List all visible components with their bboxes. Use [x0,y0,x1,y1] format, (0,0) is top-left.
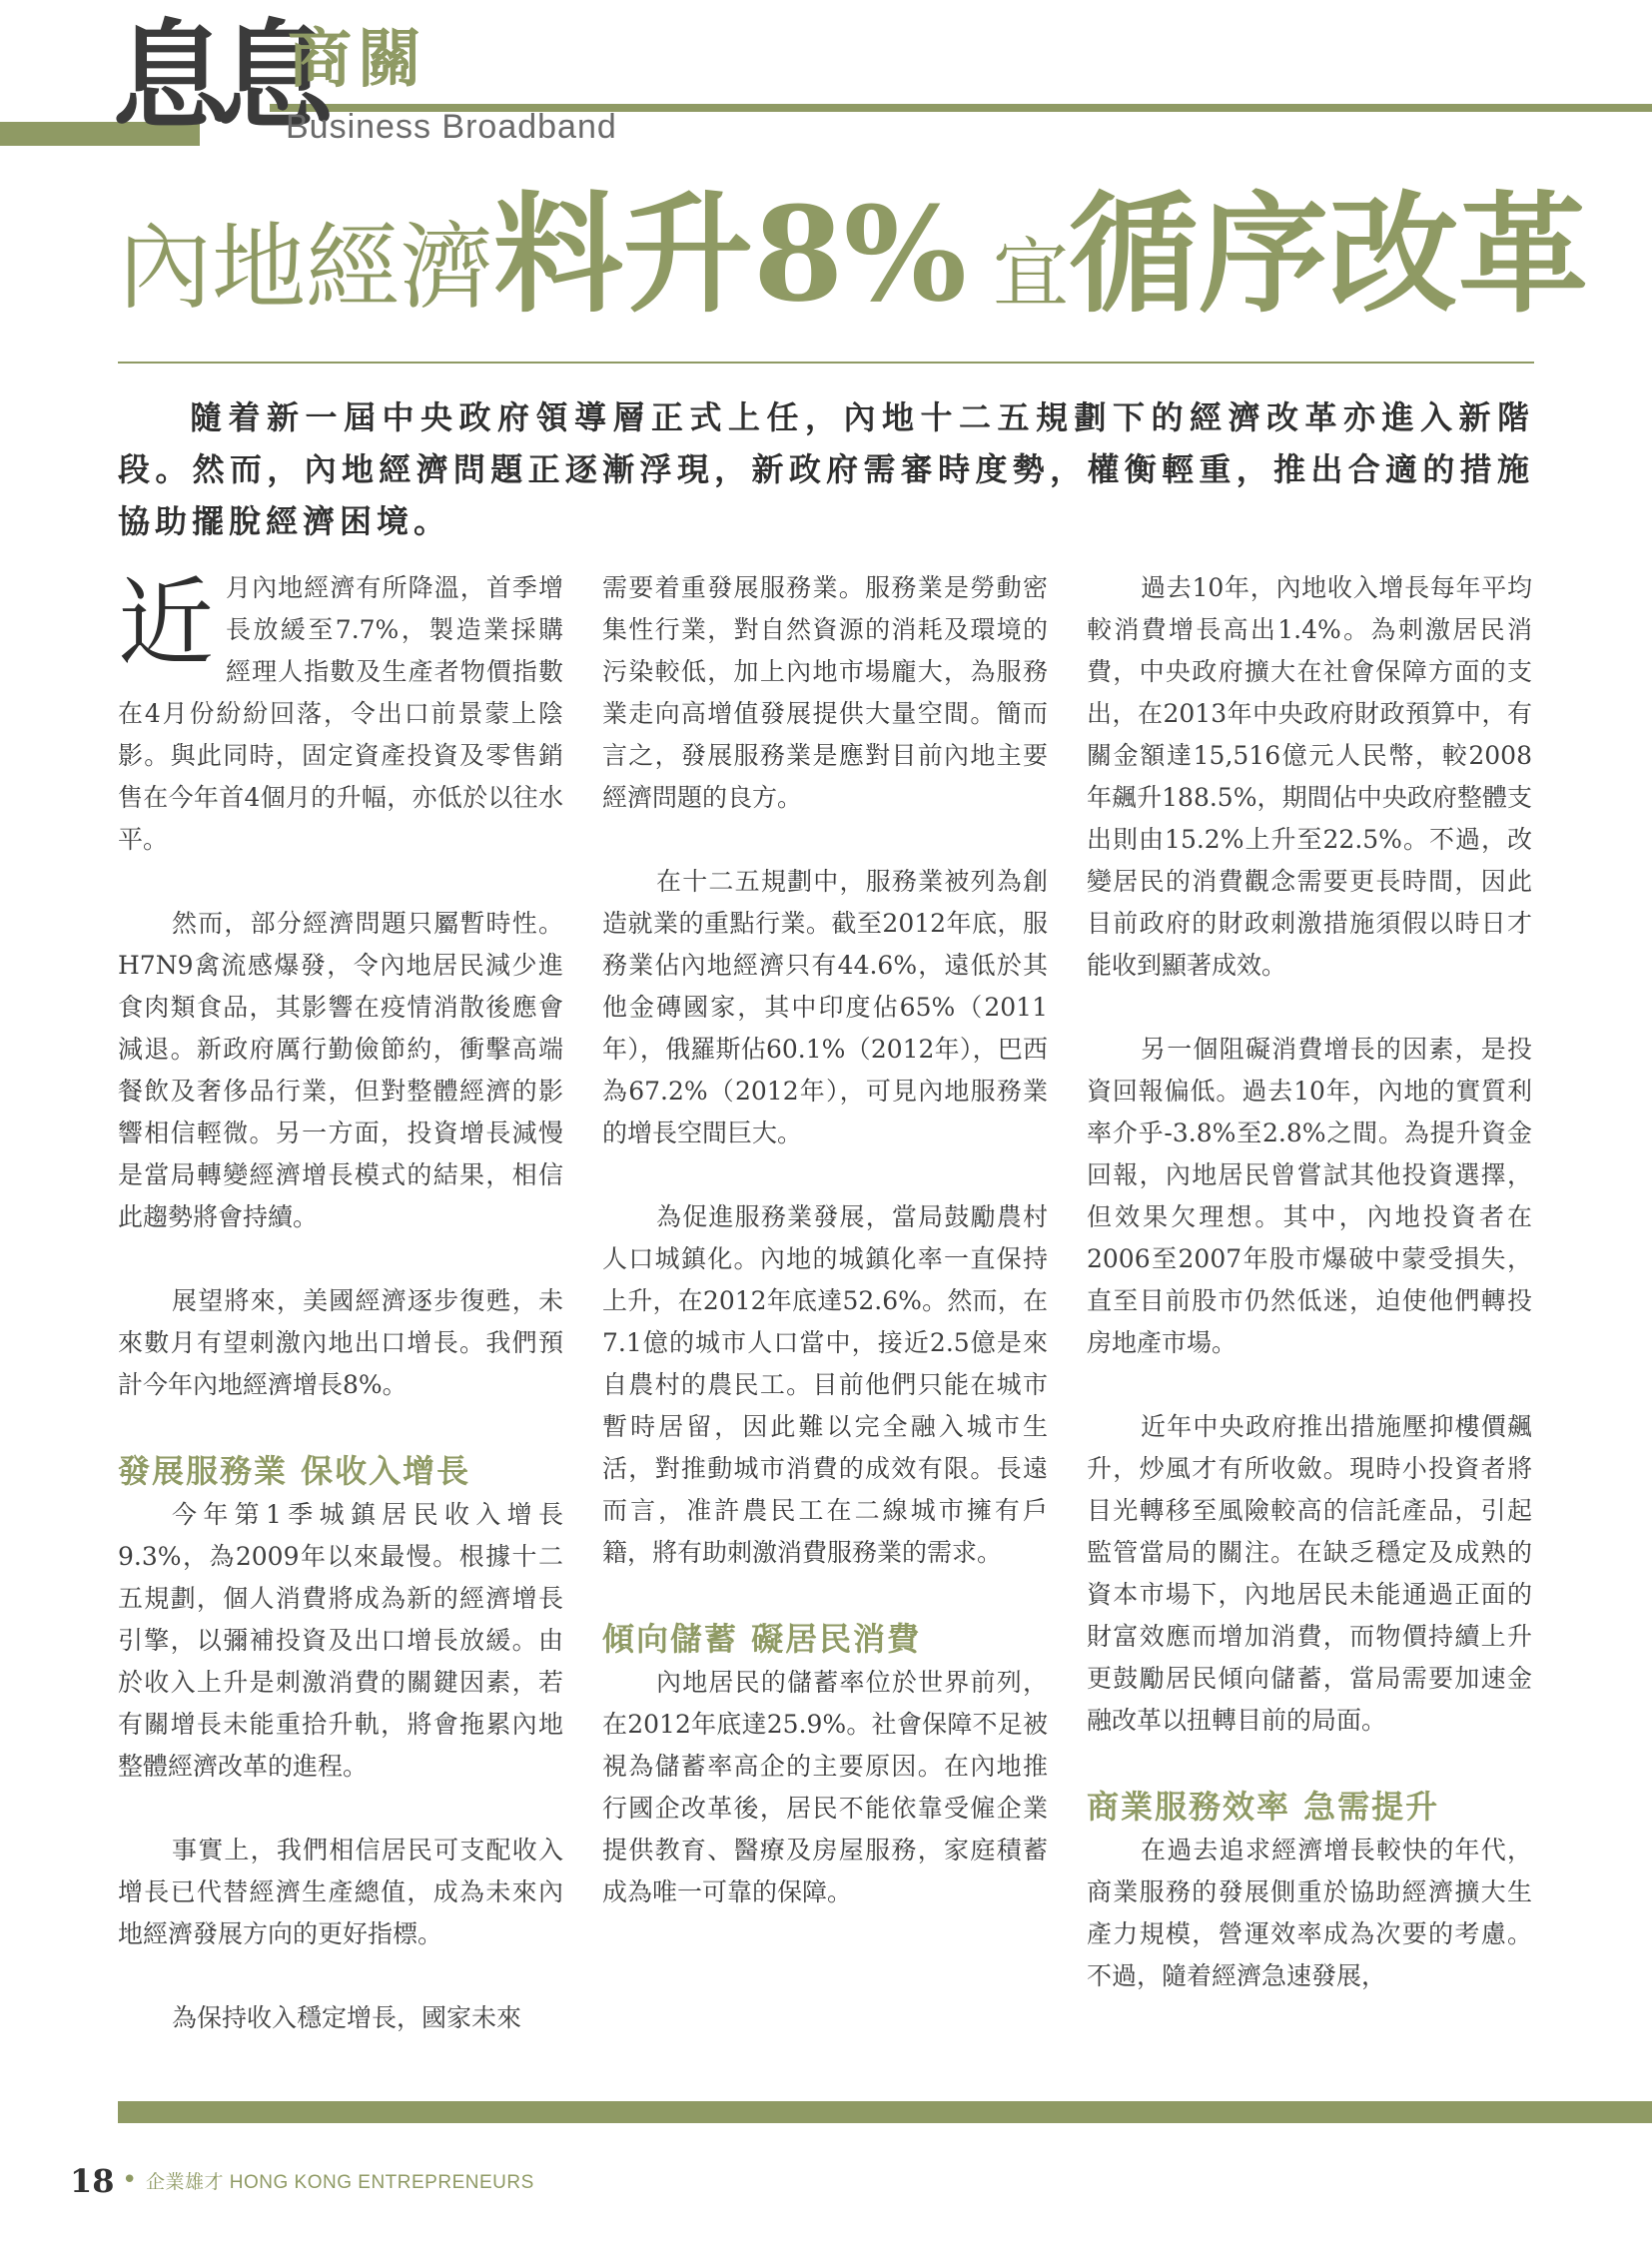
masthead-subtitle: Business Broadband [286,108,617,146]
masthead-large-characters: 息息 [112,7,321,146]
headline-part-2: 料升8% [493,178,967,331]
magazine-name: 企業雄才 HONG KONG ENTREPRENEURS [146,2172,534,2193]
paragraph: 展望將來，美國經濟逐步復甦，未來數月有望刺激內地出口增長。我們預計今年內地經濟增長8%。 [118,1286,563,1399]
paragraph: 今年第1季城鎮居民收入增長9.3%，為2009年以來最慢。根據十二五規劃，個人消費將成為新的經濟增長引擎，以彌補投資及出口增長放緩。由於收入上升是刺激消費的關鍵因素，若有關增長未能重拾升軌，將會拖累內地整體經濟改革的進程。 [118,1500,563,1781]
paragraph: 為促進服務業發展，當局鼓勵農村人口城鎮化。內地的城鎮化率一直保持上升，在2012年底達52.6%。然而，在7.1億的城市人口當中，接近2.5億是來自農村的農民工。目前他們只能在城市暫時居留，因此難以完全融入城市生活，對推動城市消費的成效有限。長遠而言，准許農民工在二線城市擁有戶籍，將有助刺激消費服務業的需求。 [602,1202,1048,1567]
intro-paragraph: 隨着新一屆中央政府領導層正式上任，內地十二五規劃下的經濟改革亦進入新階段。然而，內地經濟問題正逐漸浮現，新政府需審時度勢，權衡輕重，推出合適的措施協助擺脫經濟困境。 [118,398,1534,540]
paragraph: 在過去追求經濟增長較快的年代，商業服務的發展側重於協助經濟擴大生產力規模，營運效率成為次要的考慮。不過，隨着經濟急速發展， [1087,1836,1532,1990]
headline-part-3: 宜 [993,229,1069,318]
paragraph: 然而，部分經濟問題只屬暫時性。H7N9禽流感爆發，令內地居民減少進食肉類食品，其影響在疫情消散後應會減退。新政府厲行勤儉節約，衝擊高端餐飲及奢侈品行業，但對整體經濟的影響相信輕微。另一方面，投資增長減慢是當局轉變經濟增長模式的結果，相信此趨勢將會持續。 [118,909,563,1231]
page-number: 18 [70,2162,115,2200]
article-column-3 [1087,567,1532,1997]
paragraph: 在十二五規劃中，服務業被列為創造就業的重點行業。截至2012年底，服務業佔內地經濟只有44.6%，遠低於其他金磚國家，其中印度佔65%（2011年），俄羅斯佔60.1%（2012年），巴西為67.2%（2012年），可見內地服務業的增長空間巨大。 [602,867,1048,1147]
paragraph: 過去10年，內地收入增長每年平均較消費增長高出1.4%。為刺激居民消費，中央政府擴大在社會保障方面的支出，在2013年中央政府財政預算中，有關金額達15,516億元人民幣，較2008年飆升188.5%，期間佔中央政府整體支出則由15.2%上升至22.5%。不過，改變居民的消費觀念需要更長時間，因此目前政府的財政刺激措施須假以時日才能收到顯著成效。 [1087,573,1532,980]
footer-bullet: • [122,2165,138,2195]
headline-rule [118,362,1534,364]
section-subhead: 傾向儲蓄 礙居民消費 [602,1620,922,1658]
article-column-1 [118,567,563,2039]
paragraph-text: 月內地經濟有所降溫，首季增長放緩至7.7%，製造業採購經理人指數及生產者物價指數在4月份紛紛回落，令出口前景蒙上陰影。與此同時，固定資產投資及零售銷售在今年首4個月的升幅，亦低於以往水平。 [118,573,563,854]
article-column-2 [602,567,1048,1913]
paragraph [118,567,563,861]
paragraph: 需要着重發展服務業。服務業是勞動密集性行業，對自然資源的消耗及環境的污染較低，加上內地市場龐大，為服務業走向高增值發展提供大量空間。簡而言之，發展服務業是應對目前內地主要經濟問題的良方。 [602,573,1048,812]
paragraph: 內地居民的儲蓄率位於世界前列，在2012年底達25.9%。社會保障不足被視為儲蓄率高企的主要原因。在內地推行國企改革後，居民不能依靠受僱企業提供教育、醫療及房屋服務，家庭積蓄成為唯一可靠的保障。 [602,1668,1048,1906]
headline-part-4: 循序改革 [1069,178,1589,331]
paragraph: 事實上，我們相信居民可支配收入增長已代替經濟生產總值，成為未來內地經濟發展方向的更好指標。 [118,1836,563,1948]
headline-part-1: 內地經濟 [118,214,494,323]
section-subhead: 發展服務業 保收入增長 [118,1452,471,1490]
paragraph: 為保持收入穩定增長，國家未來 [172,2003,522,2032]
paragraph: 另一個阻礙消費增長的因素，是投資回報偏低。過去10年，內地的實質利率介乎-3.8%至2.8%之間。為提升資金回報，內地居民曾嘗試其他投資選擇，但效果欠理想。其中，內地投資者在2006至2007年股市爆破中蒙受損失，直至目前股市仍然低迷，迫使他們轉投房地產市場。 [1087,1035,1532,1357]
headline [118,178,1589,331]
footer-bar [118,2101,1652,2123]
section-subhead: 商業服務效率 急需提升 [1087,1788,1440,1826]
paragraph: 近年中央政府推出措施壓抑樓價飆升，炒風才有所收斂。現時小投資者將目光轉移至風險較高的信託產品，引起監管當局的關注。在缺乏穩定及成熟的資本市場下，內地居民未能通過正面的財富效應而增加消費，而物價持續上升更鼓勵居民傾向儲蓄，當局需要加速金融改革以扭轉目前的局面。 [1087,1412,1532,1735]
drop-cap: 近 [118,567,214,679]
masthead-section-title: 商關 [288,22,427,97]
